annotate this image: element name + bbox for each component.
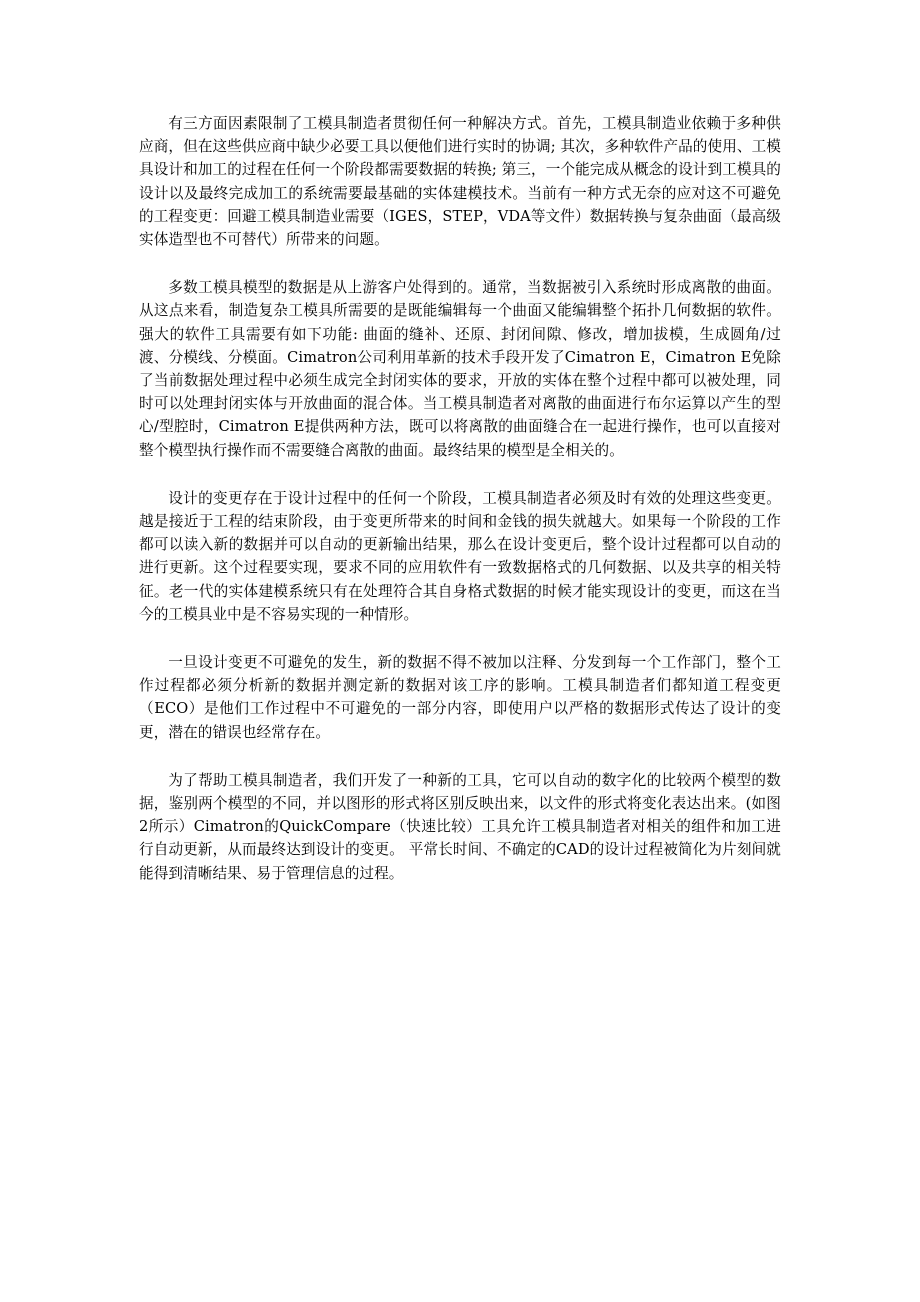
paragraph-5: 为了帮助工模具制造者，我们开发了一种新的工具，它可以自动的数字化的比较两个模型的数据，鉴别两个模型的不同，并以图形的形式将区别反映出来，以文件的形式将变化表达出来。(如图2所示）Cimatron的QuickCompare（快速比较）工具允许工模具制造者对相关的组件和加工进行自动更新，从而最终达到设计的变更。 平常长时间、不确定的CAD的设计过程被简化为片刻间就能得到清晰结果、易于管理信息的过程。 [139, 771, 781, 882]
paragraph-2: 多数工模具模型的数据是从上游客户处得到的。通常，当数据被引入系统时形成离散的曲面。从这点来看，制造复杂工模具所需要的是既能编辑每一个曲面又能编辑整个拓扑几何数据的软件。强大的软件工具需要有如下功能: 曲面的缝补、还原、封闭间隙、修改，增加拔模，生成圆角/过渡、分模线、分模面。Cimatron公司利用革新的技术手段开发了Cimatron E，Cimatron E免除了当前数据处理过程中必须生成完全封闭实体的要求，开放的实体在整个过程中都可以被处理，同时可以处理封闭实体与开放曲面的混合体。当工模具制造者对离散的曲面进行布尔运算以产生的型心/型腔时，Cimatron E提供两种方法，既可以将离散的曲面缝合在一起进行操作，也可以直接对整个模型执行操作而不需要缝合离散的曲面。最终结果的模型是全相关的。 [139, 279, 781, 459]
document-body [139, 112, 781, 910]
paragraph-3: 设计的变更存在于设计过程中的任何一个阶段，工模具制造者必须及时有效的处理这些变更。越是接近于工程的结束阶段，由于变更所带来的时间和金钱的损失就越大。如果每一个阶段的工作都可以读入新的数据并可以自动的更新输出结果，那么在设计变更后，整个设计过程都可以自动的进行更新。这个过程要实现，要求不同的应用软件有一致数据格式的几何数据、以及共享的相关特征。老一代的实体建模系统只有在处理符合其自身格式数据的时候才能实现设计的变更，而这在当今的工模具业中是不容易实现的一种情形。 [139, 489, 781, 623]
paragraph-1: 有三方面因素限制了工模具制造者贯彻任何一种解决方式。首先，工模具制造业依赖于多种供应商，但在这些供应商中缺少必要工具以便他们进行实时的协调; 其次，多种软件产品的使用、工模具设计和加工的过程在任何一个阶段都需要数据的转换; 第三，一个能完成从概念的设计到工模具的设计以及最终完成加工的系统需要最基础的实体建模技术。当前有一种方式无奈的应对这不可避免的工程变更：回避工模具制造业需要（IGES，STEP，VDA等文件）数据转换与复杂曲面（最高级实体造型也不可替代）所带来的问题。 [139, 115, 781, 249]
paragraph-4: 一旦设计变更不可避免的发生，新的数据不得不被加以注释、分发到每一个工作部门，整个工作过程都必须分析新的数据并测定新的数据对该工序的影响。工模具制造者们都知道工程变更（ECO）是他们工作过程中不可避免的一部分内容，即使用户以严格的数据形式传达了设计的变更，潜在的错误也经常存在。 [139, 654, 781, 741]
